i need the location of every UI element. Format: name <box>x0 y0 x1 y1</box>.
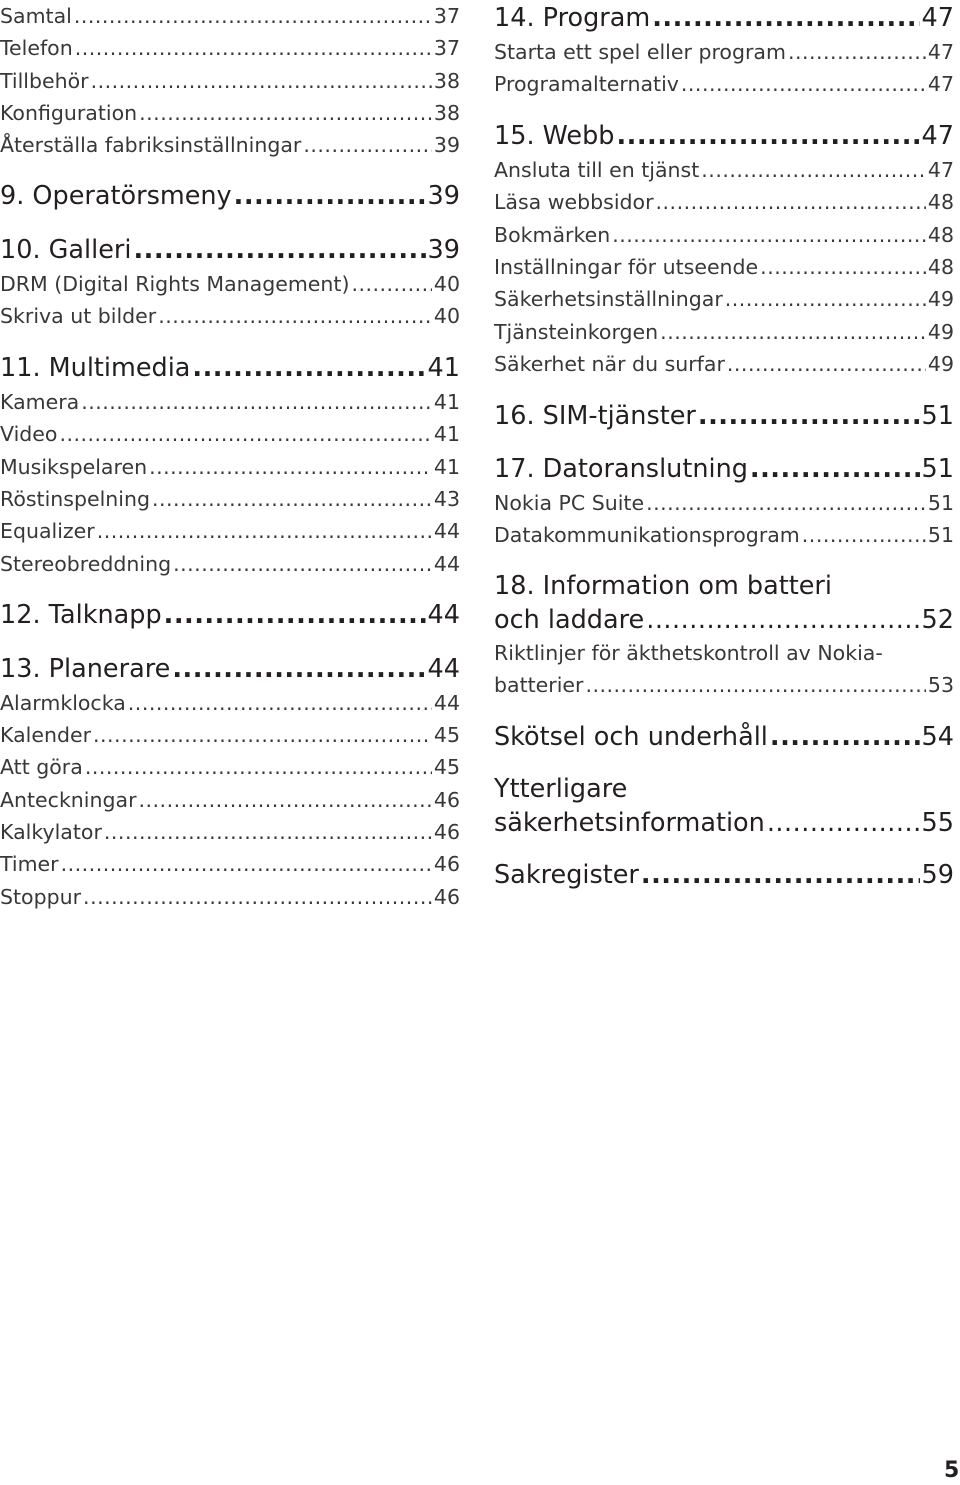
dot-leader <box>158 300 432 332</box>
toc-chapter-safety[interactable]: Ytterligare säkerhetsinformation ..... 55 <box>494 772 954 840</box>
dot-leader <box>234 178 426 214</box>
toc-chapter-care[interactable]: Skötsel och underhåll ..... 54 <box>494 719 954 755</box>
toc-entry[interactable]: Nokia PC Suite ..... 51 <box>494 487 954 519</box>
dot-leader <box>149 451 432 483</box>
dot-leader <box>351 268 431 300</box>
dot-leader <box>139 97 432 129</box>
dot-leader <box>767 806 920 840</box>
dot-leader <box>641 857 920 893</box>
dot-leader <box>104 816 432 848</box>
page-number: 5 <box>944 1458 960 1483</box>
toc-chapter-16[interactable]: 16. SIM-tjänster ..... 51 <box>494 398 954 434</box>
toc-chapter-15[interactable]: 15. Webb ..... 47 <box>494 118 954 154</box>
dot-leader <box>585 669 925 701</box>
dot-leader <box>727 348 926 380</box>
toc-chapter-10[interactable]: 10. Galleri ..... 39 <box>0 232 460 268</box>
toc-entry[interactable]: Röstinspelning ..... 43 <box>0 483 460 515</box>
toc-entry[interactable]: Video ..... 41 <box>0 418 460 450</box>
toc-entry[interactable]: Musikspelaren ..... 41 <box>0 451 460 483</box>
toc-entry[interactable]: Equalizer ..... 44 <box>0 515 460 547</box>
toc-entry[interactable]: Kamera ..... 41 <box>0 386 460 418</box>
dot-leader <box>172 651 425 687</box>
dot-leader <box>97 515 432 547</box>
toc-entry[interactable]: Datakommunikationsprogram ..... 51 <box>494 519 954 551</box>
toc-left-column <box>0 0 460 913</box>
toc-entry[interactable]: Telefon ..... 37 <box>0 32 460 64</box>
dot-leader <box>612 219 926 251</box>
toc-entry[interactable]: Inställningar för utseende ..... 48 <box>494 251 954 283</box>
toc-entry[interactable]: Skriva ut bilder ..... 40 <box>0 300 460 332</box>
toc-entry[interactable]: Ansluta till en tjänst ..... 47 <box>494 154 954 186</box>
toc-entry[interactable]: Samtal ..... 37 <box>0 0 460 32</box>
dot-leader <box>681 68 926 100</box>
toc-entry[interactable]: Tillbehör ..... 38 <box>0 65 460 97</box>
toc-entry[interactable]: Bokmärken ..... 48 <box>494 219 954 251</box>
dot-leader <box>303 129 432 161</box>
toc-entry[interactable]: Alarmklocka ..... 44 <box>0 687 460 719</box>
toc-entry[interactable]: Läsa webbsidor ..... 48 <box>494 186 954 218</box>
toc-chapter-title-line: Ytterligare <box>494 773 628 804</box>
dot-leader <box>91 65 432 97</box>
dot-leader <box>788 36 926 68</box>
dot-leader <box>85 751 432 783</box>
toc-entry[interactable]: Kalkylator ..... 46 <box>0 816 460 848</box>
dot-leader <box>616 118 919 154</box>
toc-entry[interactable]: Anteckningar ..... 46 <box>0 784 460 816</box>
dot-leader <box>133 232 425 268</box>
toc-chapter-14[interactable]: 14. Program ..... 47 <box>494 0 954 36</box>
dot-leader <box>802 519 926 551</box>
dot-leader <box>139 784 432 816</box>
dot-leader <box>61 848 432 880</box>
toc-entry[interactable]: Timer ..... 46 <box>0 848 460 880</box>
toc-entry[interactable]: Stereobreddning ..... 44 <box>0 548 460 580</box>
dot-leader <box>725 283 926 315</box>
dot-leader <box>74 0 432 32</box>
toc-entry[interactable]: Säkerhetsinställningar ..... 49 <box>494 283 954 315</box>
dot-leader <box>646 603 919 637</box>
toc-entry[interactable]: Starta ett spel eller program ..... 47 <box>494 36 954 68</box>
toc-chapter-17[interactable]: 17. Datoranslutning ..... 51 <box>494 451 954 487</box>
dot-leader <box>164 597 426 633</box>
toc-chapter-9[interactable]: 9. Operatörsmeny ..... 39 <box>0 178 460 214</box>
dot-leader <box>656 186 926 218</box>
toc-entry[interactable]: Konfiguration ..... 38 <box>0 97 460 129</box>
toc-chapter-12[interactable]: 12. Talknapp ..... 44 <box>0 597 460 633</box>
toc-entry[interactable]: Tjänsteinkorgen ..... 49 <box>494 316 954 348</box>
toc-right-column <box>494 0 954 893</box>
dot-leader <box>75 32 432 64</box>
dot-leader <box>760 251 926 283</box>
dot-leader <box>192 350 425 386</box>
dot-leader <box>173 548 432 580</box>
toc-entry[interactable]: Kalender ..... 45 <box>0 719 460 751</box>
dot-leader <box>770 719 920 755</box>
dot-leader <box>652 0 919 36</box>
toc-chapter-13[interactable]: 13. Planerare ..... 44 <box>0 651 460 687</box>
dot-leader <box>83 881 432 913</box>
toc-entry[interactable]: Riktlinjer för äkthetskontroll av Nokia- batterier ..... 53 <box>494 637 954 702</box>
toc-entry[interactable]: Att göra ..... 45 <box>0 751 460 783</box>
toc-chapter-title-line: 18. Information om batteri <box>494 570 832 601</box>
dot-leader <box>646 487 926 519</box>
dot-leader <box>128 687 432 719</box>
toc-chapter-18[interactable]: 18. Information om batteri och laddare ..... 52 <box>494 569 954 637</box>
toc-chapter-11[interactable]: 11. Multimedia ..... 41 <box>0 350 460 386</box>
toc-entry-title-line: Riktlinjer för äkthetskontroll av Nokia- <box>494 640 883 665</box>
toc-chapter-index[interactable]: Sakregister ..... 59 <box>494 857 954 893</box>
dot-leader <box>59 418 431 450</box>
dot-leader <box>81 386 432 418</box>
dot-leader <box>93 719 432 751</box>
toc-entry[interactable]: DRM (Digital Rights Management) ..... 40 <box>0 268 460 300</box>
toc-entry[interactable]: Programalternativ ..... 47 <box>494 68 954 100</box>
dot-leader <box>660 316 926 348</box>
dot-leader <box>152 483 432 515</box>
toc-entry[interactable]: Återställa fabriksinställningar ..... 39 <box>0 129 460 161</box>
dot-leader <box>701 154 926 186</box>
dot-leader <box>750 451 920 487</box>
toc-entry[interactable]: Stoppur ..... 46 <box>0 881 460 913</box>
toc-entry[interactable]: Säkerhet när du surfar ..... 49 <box>494 348 954 380</box>
dot-leader <box>698 398 920 434</box>
